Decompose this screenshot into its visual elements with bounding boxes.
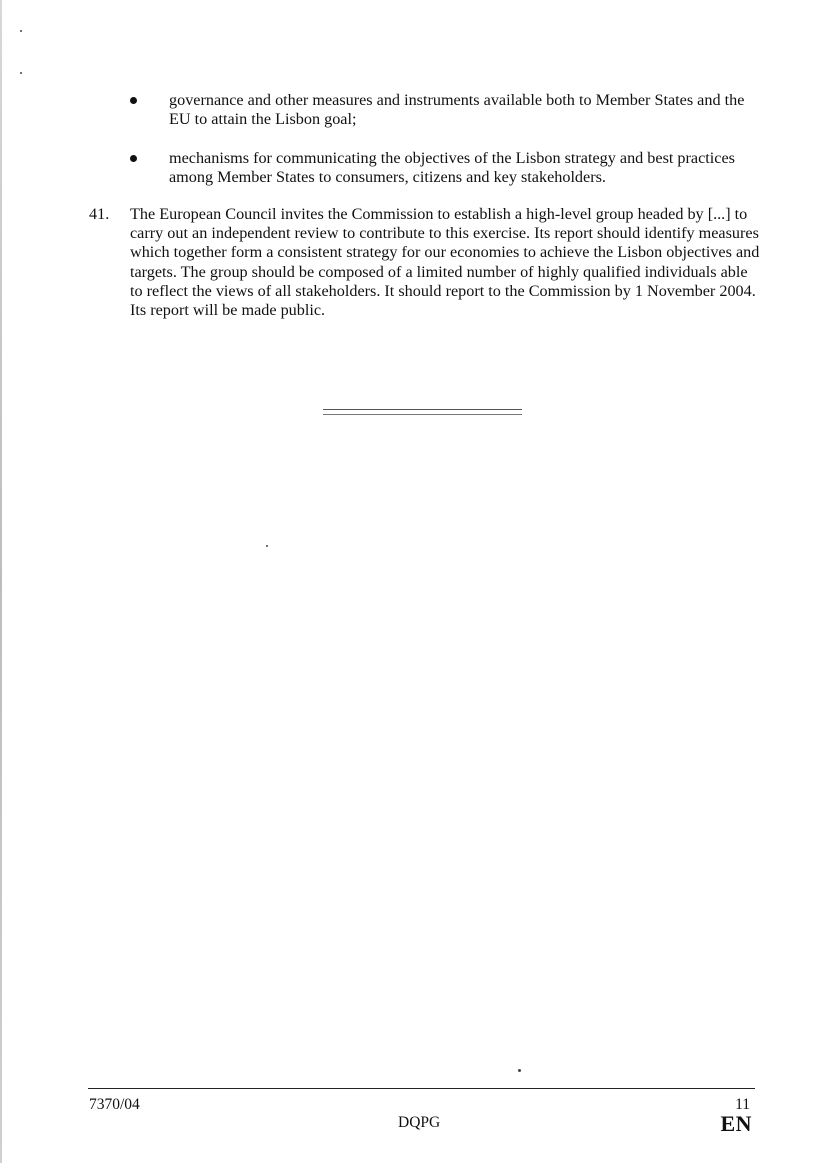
scan-speck (20, 72, 22, 74)
footer-rule (88, 1088, 755, 1089)
footer-page-number: 11 (735, 1096, 750, 1113)
bullet-text: mechanisms for communicating the objectives of the Lisbon strategy and best practices among Member States to consumers, citizens and key stakeholders. (169, 149, 735, 186)
scan-speck (266, 545, 268, 547)
paragraph-number: 41. (89, 205, 110, 223)
section-separator (323, 409, 522, 415)
bullet-icon (130, 97, 137, 104)
footer-document-reference: 7370/04 (89, 1096, 140, 1113)
bullet-icon (130, 155, 137, 162)
footer-language-code: EN (720, 1111, 752, 1136)
paragraph-text: The European Council invites the Commission to establish a high-level group headed by [...] to carry out an independent review to contribute to this exercise. Its report should identify measures which together form a consistent strategy for our economies to achieve the Lisbon objectives and targets. The group should be composed of a limited number of highly qualified individuals able to reflect the views of all stakeholders. It should report to the Commission by 1 November 2004. Its report will be made public. (130, 205, 760, 320)
scan-speck (518, 1069, 521, 1072)
scan-speck (20, 30, 22, 32)
bullet-text: governance and other measures and instruments available both to Member States and the EU to attain the Lisbon goal; (169, 91, 745, 128)
scan-edge (0, 0, 2, 1163)
footer-department: DQPG (398, 1114, 441, 1131)
